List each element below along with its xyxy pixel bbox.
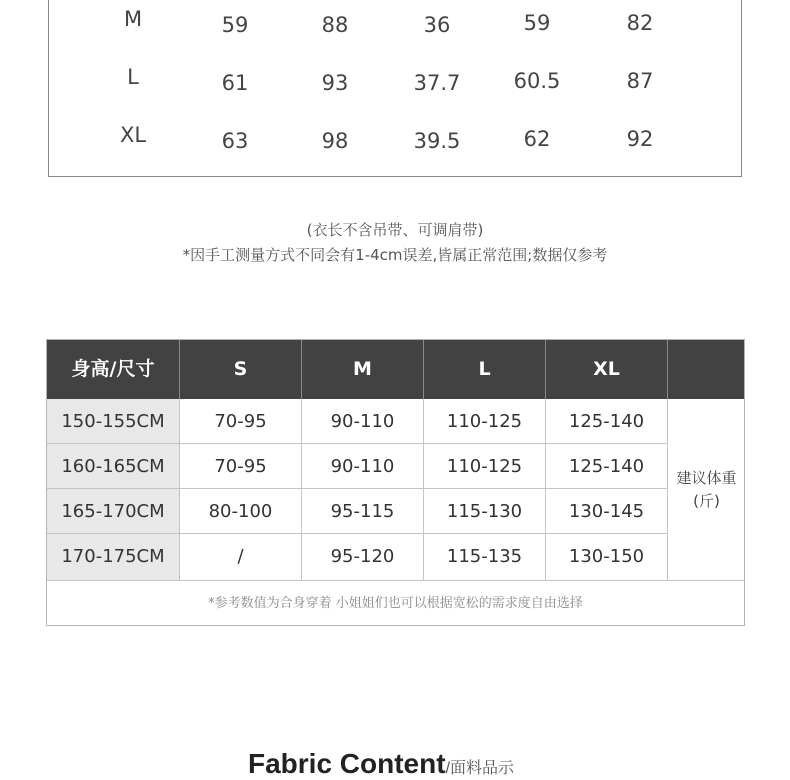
measure-value: 36 — [423, 13, 451, 37]
weight-cell: 90-110 — [302, 444, 424, 489]
header-l: L — [424, 340, 546, 399]
header-s: S — [180, 340, 302, 399]
height-cell: 150-155CM — [47, 399, 180, 444]
note-measurement-error: *因手工测量方式不同会有1-4cm误差,皆属正常范围;数据仅参考 — [182, 246, 608, 264]
weight-cell: 90-110 — [302, 399, 424, 444]
measure-value: 63 — [221, 129, 249, 153]
measure-value: 92 — [626, 127, 654, 151]
suggested-weight-text: 建议体重 — [676, 468, 737, 487]
table-row — [47, 534, 668, 581]
measure-value: 98 — [321, 129, 349, 153]
measure-value: 59 — [221, 13, 249, 37]
weight-cell: 95-115 — [302, 489, 424, 534]
measure-size: M — [123, 7, 143, 31]
weight-cell: 115-135 — [424, 534, 546, 581]
weight-unit-text: (斤) — [693, 491, 720, 510]
measure-value: 82 — [626, 11, 654, 35]
weight-cell: 110-125 — [424, 444, 546, 489]
measure-value: 59 — [523, 11, 551, 35]
fabric-content-heading — [248, 748, 514, 780]
measure-value: 61 — [221, 71, 249, 95]
weight-cell: 70-95 — [180, 444, 302, 489]
measure-size: L — [127, 65, 139, 89]
weight-cell: 115-130 — [424, 489, 546, 534]
table-row — [47, 444, 668, 489]
weight-cell: / — [180, 534, 302, 581]
header-m: M — [302, 340, 424, 399]
header-height-size: 身高/尺寸 — [47, 340, 180, 399]
height-cell: 170-175CM — [47, 534, 180, 581]
measure-value: 60.5 — [513, 69, 561, 93]
note-length: (衣长不含吊带、可调肩带) — [306, 221, 484, 239]
measure-row-l — [49, 62, 741, 95]
measure-value: 37.7 — [413, 71, 461, 95]
table-header — [47, 340, 744, 399]
suggested-weight-label — [668, 399, 745, 581]
measure-value: 62 — [523, 127, 551, 151]
measure-row-m — [49, 4, 741, 37]
weight-cell: 125-140 — [546, 444, 668, 489]
measure-value: 93 — [321, 71, 349, 95]
header-xl: XL — [546, 340, 668, 399]
measure-size: XL — [119, 123, 147, 147]
weight-cell: 125-140 — [546, 399, 668, 444]
table-footnote: *参考数值为合身穿着 小姐姐们也可以根据宽松的需求度自由选择 — [208, 596, 583, 611]
weight-cell: 130-150 — [546, 534, 668, 581]
weight-cell: 80-100 — [180, 489, 302, 534]
header-blank — [668, 340, 745, 399]
measure-value: 39.5 — [413, 129, 461, 153]
measure-value: 88 — [321, 13, 349, 37]
weight-cell: 70-95 — [180, 399, 302, 444]
weight-cell: 95-120 — [302, 534, 424, 581]
height-cell: 160-165CM — [47, 444, 180, 489]
table-row — [47, 489, 668, 534]
measurement-table — [48, 0, 742, 177]
measure-value: 87 — [626, 69, 654, 93]
weight-cell: 130-145 — [546, 489, 668, 534]
fabric-subtitle: /面料品示 — [445, 760, 515, 777]
weight-cell: 110-125 — [424, 399, 546, 444]
table-row — [47, 399, 668, 444]
height-cell: 165-170CM — [47, 489, 180, 534]
fabric-title: Fabric Content — [248, 748, 446, 779]
size-weight-table — [46, 339, 745, 626]
measure-row-xl — [49, 120, 741, 153]
